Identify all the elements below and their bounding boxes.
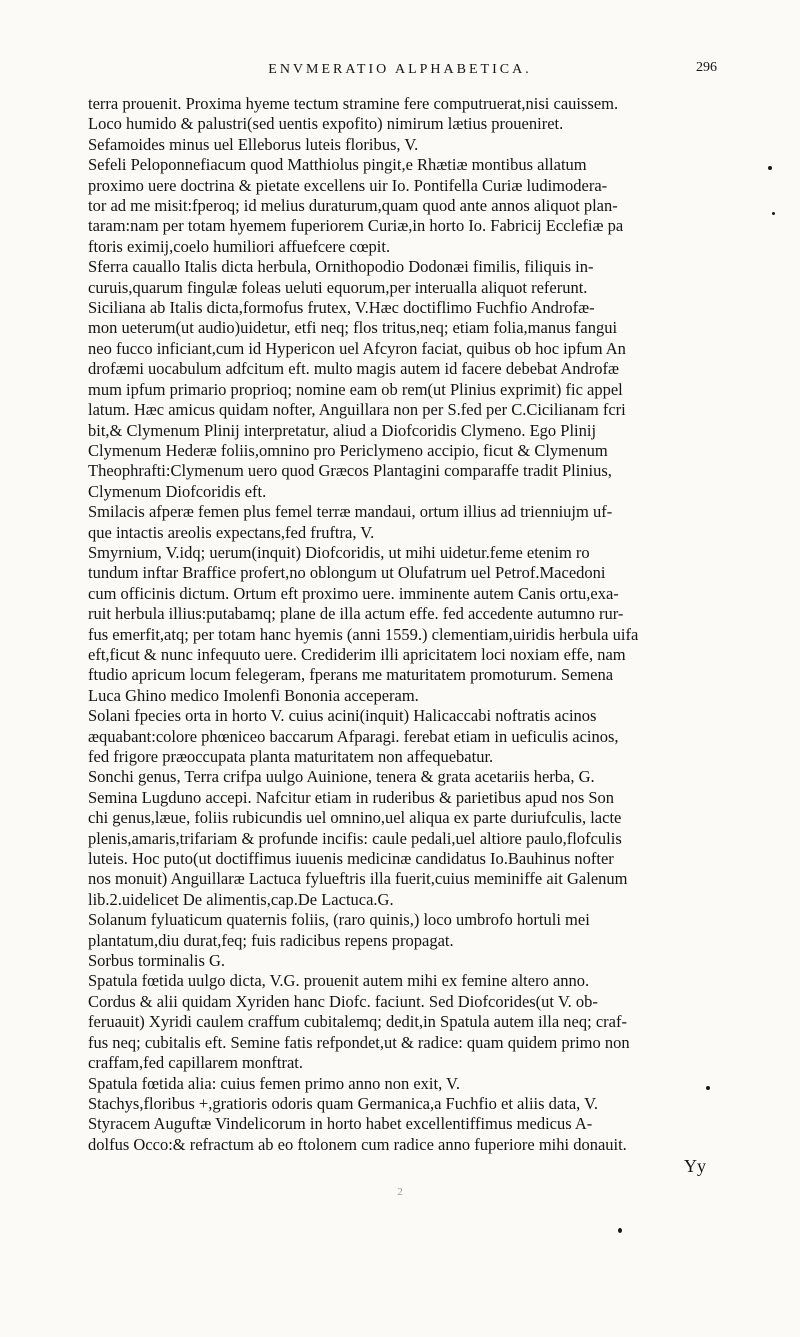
text-line: eft,ficut & nunc infequuto uere. Crediderim illi apricitatem loci noxiam effe, nam: [88, 644, 626, 664]
text-line: Cordus & alii quidam Xyriden hanc Diofc. faciunt. Sed Diofcorides(ut V. ob-: [88, 991, 598, 1011]
text-line: Styracem Auguftæ Vindelicorum in horto habet excellentiffimus medicus A-: [88, 1114, 593, 1134]
text-line: ruit herbula illius:putabamq; plane de illa actum effe. fed accedente autumno rur-: [88, 604, 624, 624]
text-line: Solanum fyluaticum quaternis foliis, (raro quinis,) loco umbrofo hortuli mei: [88, 910, 590, 930]
text-line: taram:nam per totam hyemem fuperiorem Curiæ,in horto Io. Fabricij Ecclefiæ pa: [88, 216, 624, 236]
text-line: feruauit) Xyridi caulem craffum cubitalemq; dedit,in Spatula autem illa neq; craf-: [88, 1012, 627, 1032]
text-line: que intactis areolis expectans,fed fruftra, V.: [88, 522, 375, 542]
text-line: Loco humido & palustri(sed uentis expofito) nimirum lætius proueniret.: [88, 114, 564, 134]
text-line: Luca Ghino medico Imolenfi Bononia acceperam.: [88, 685, 419, 705]
text-line: tor ad me misit:fperoq; id melius duraturum,quam quod ante annos aliquot plan-: [88, 196, 618, 216]
text-line: terra prouenit. Proxima hyeme tectum stramine fere computruerat,nisi cauissem.: [88, 94, 619, 113]
text-line: Sorbus torminalis G.: [88, 951, 226, 971]
text-line: fus neq; cubitalis eft. Semine fatis refpondet,ut & radice: quam quidem primo non: [88, 1032, 630, 1052]
text-line: fus emerfit,atq; per totam hanc hyemis (anni 1559.) clementiam,uiridis herbula uifa: [88, 624, 639, 644]
text-line: proximo uere doctrina & pietate excellens uir Io. Pontifella Curiæ ludimodera-: [88, 175, 608, 195]
text-line: Clymenum Hederæ foliis,omnino pro Periclymeno accipio, ficut & Clymenum: [88, 440, 608, 460]
text-line: Sferra cauallo Italis dicta herbula, Ornithopodio Dodonæi fimilis, filiquis in-: [88, 257, 594, 277]
text-line: dolfus Occo:& refractum ab eo ftolonem cum radice anno fuperiore mihi donauit.: [88, 1134, 627, 1154]
text-line: Smilacis afperæ femen plus femel terræ mandaui, ortum illius ad trienniujm uf-: [88, 502, 613, 522]
text-line: latum. Hæc amicus quidam nofter, Anguillara non per S.fed per C.Cicilianam fcri: [88, 400, 626, 420]
text-line: Spatula fœtida uulgo dicta, V.G. prouenit autem mihi ex femine altero anno.: [88, 971, 590, 991]
text-line: Clymenum Diofcoridis eft.: [88, 481, 267, 501]
text-line: æquabant:colore phœniceo baccarum Afparagi. ferebat etiam in ueficulis acinos,: [88, 726, 619, 746]
text-line: Semina Lugduno accepi. Nafcitur etiam in ruderibus & parietibus apud nos Son: [88, 787, 615, 807]
text-line: Siciliana ab Italis dicta,formofus frutex, V.Hæc doctiflimo Fuchfio Androfæ-: [88, 298, 595, 318]
text-line: Theophrafti:Clymenum uero quod Græcos Plantagini comparaffe tradit Plinius,: [88, 461, 612, 481]
catchword: Yy: [684, 1156, 706, 1176]
text-line: curuis,quarum fingulæ foleas ueluti equorum,per interualla aliquot referunt.: [88, 277, 588, 297]
text-line: ftudio apricum locum felegeram, fperans me maturitatem promoturum. Semena: [88, 665, 614, 685]
text-line: mum ipfum primario proprioq; nomine eam ob rem(ut Plinius exprimit) fic appel: [88, 379, 623, 399]
folio-number: 296: [696, 60, 717, 75]
text-line: drofæmi uocabulum adfcitum eft. multo magis autem id facere debebat Androfæ: [88, 359, 620, 379]
text-line: bit,& Clymenum Plinij interpretatur, aliud a Diofcoridis Clymeno. Ego Plinij: [88, 420, 597, 440]
page-header: [0, 60, 800, 84]
text-line: neo fucco inficiant,cum id Hypericon uel Afcyron faciat, quibus ob hoc ipfum An: [88, 338, 626, 358]
text-line: plantatum,diu durat,feq; fuis radicibus repens propagat.: [88, 930, 454, 950]
text-line: mon ueterum(ut audio)uidetur, etfi neq; flos tritus,neq; etiam folia,manus fangui: [88, 318, 618, 338]
body-text: [88, 94, 720, 1155]
text-line: Stachys,floribus +,gratioris odoris quam Germanica,a Fuchfio et aliis data, V.: [88, 1093, 599, 1113]
ink-spot: [706, 1086, 710, 1090]
text-line: cum officinis dictum. Ortum eft proximo uere. imminente autem Canis ortu,exa-: [88, 583, 619, 603]
ink-spot: [768, 166, 772, 170]
text-line: Sefamoides minus uel Elleborus luteis floribus, V.: [88, 134, 419, 154]
text-line: lib.2.uidelicet De alimentis,cap.De Lactuca.G.: [88, 889, 394, 909]
text-line: tundum inftar Braffice profert,no oblongum ut Olufatrum uel Petrof.Macedoni: [88, 563, 606, 583]
text-line: Smyrnium, V.idq; uerum(inquit) Diofcoridis, ut mihi uidetur.feme etenim ro: [88, 542, 590, 562]
text-line: Sefeli Peloponnefiacum quod Matthiolus pingit,e Rhætiæ montibus allatum: [88, 155, 587, 175]
text-line: nos monuit) Anguillaræ Lactuca fylueftris illa fuerit,cuius meminiffe ait Galenum: [88, 869, 628, 889]
text-line: chi genus,læue, foliis rubicundis uel omnino,uel aliqua ex parte duriufculis, lacte: [88, 808, 622, 828]
running-head: ENVMERATIO ALPHABETICA.: [268, 62, 532, 77]
text-line: Solani fpecies orta in horto V. cuius acini(inquit) Halicaccabi noftratis acinos: [88, 706, 597, 726]
ink-spot: [618, 1228, 622, 1233]
page-mark: 2: [397, 1186, 403, 1198]
text-line: plenis,amaris,trifariam & profunde incifis: caule pedali,uel altiore paulo,flofculis: [88, 828, 622, 848]
text-line: Spatula fœtida alia: cuius femen primo anno non exit, V.: [88, 1073, 460, 1093]
text-line: fed frigore præoccupata planta maturitatem non affequebatur.: [88, 747, 494, 766]
text-line: ftoris eximij,coelo humiliori affuefcere cœpit.: [88, 236, 391, 256]
ink-spot: [772, 212, 775, 215]
text-line: luteis. Hoc puto(ut doctiffimus iuuenis medicinæ candidatus Io.Bauhinus nofter: [88, 849, 614, 869]
text-line: craffam,fed capillarem monftrat.: [88, 1053, 303, 1073]
text-line: Sonchi genus, Terra crifpa uulgo Auinione, tenera & grata acetariis herba, G.: [88, 767, 595, 787]
